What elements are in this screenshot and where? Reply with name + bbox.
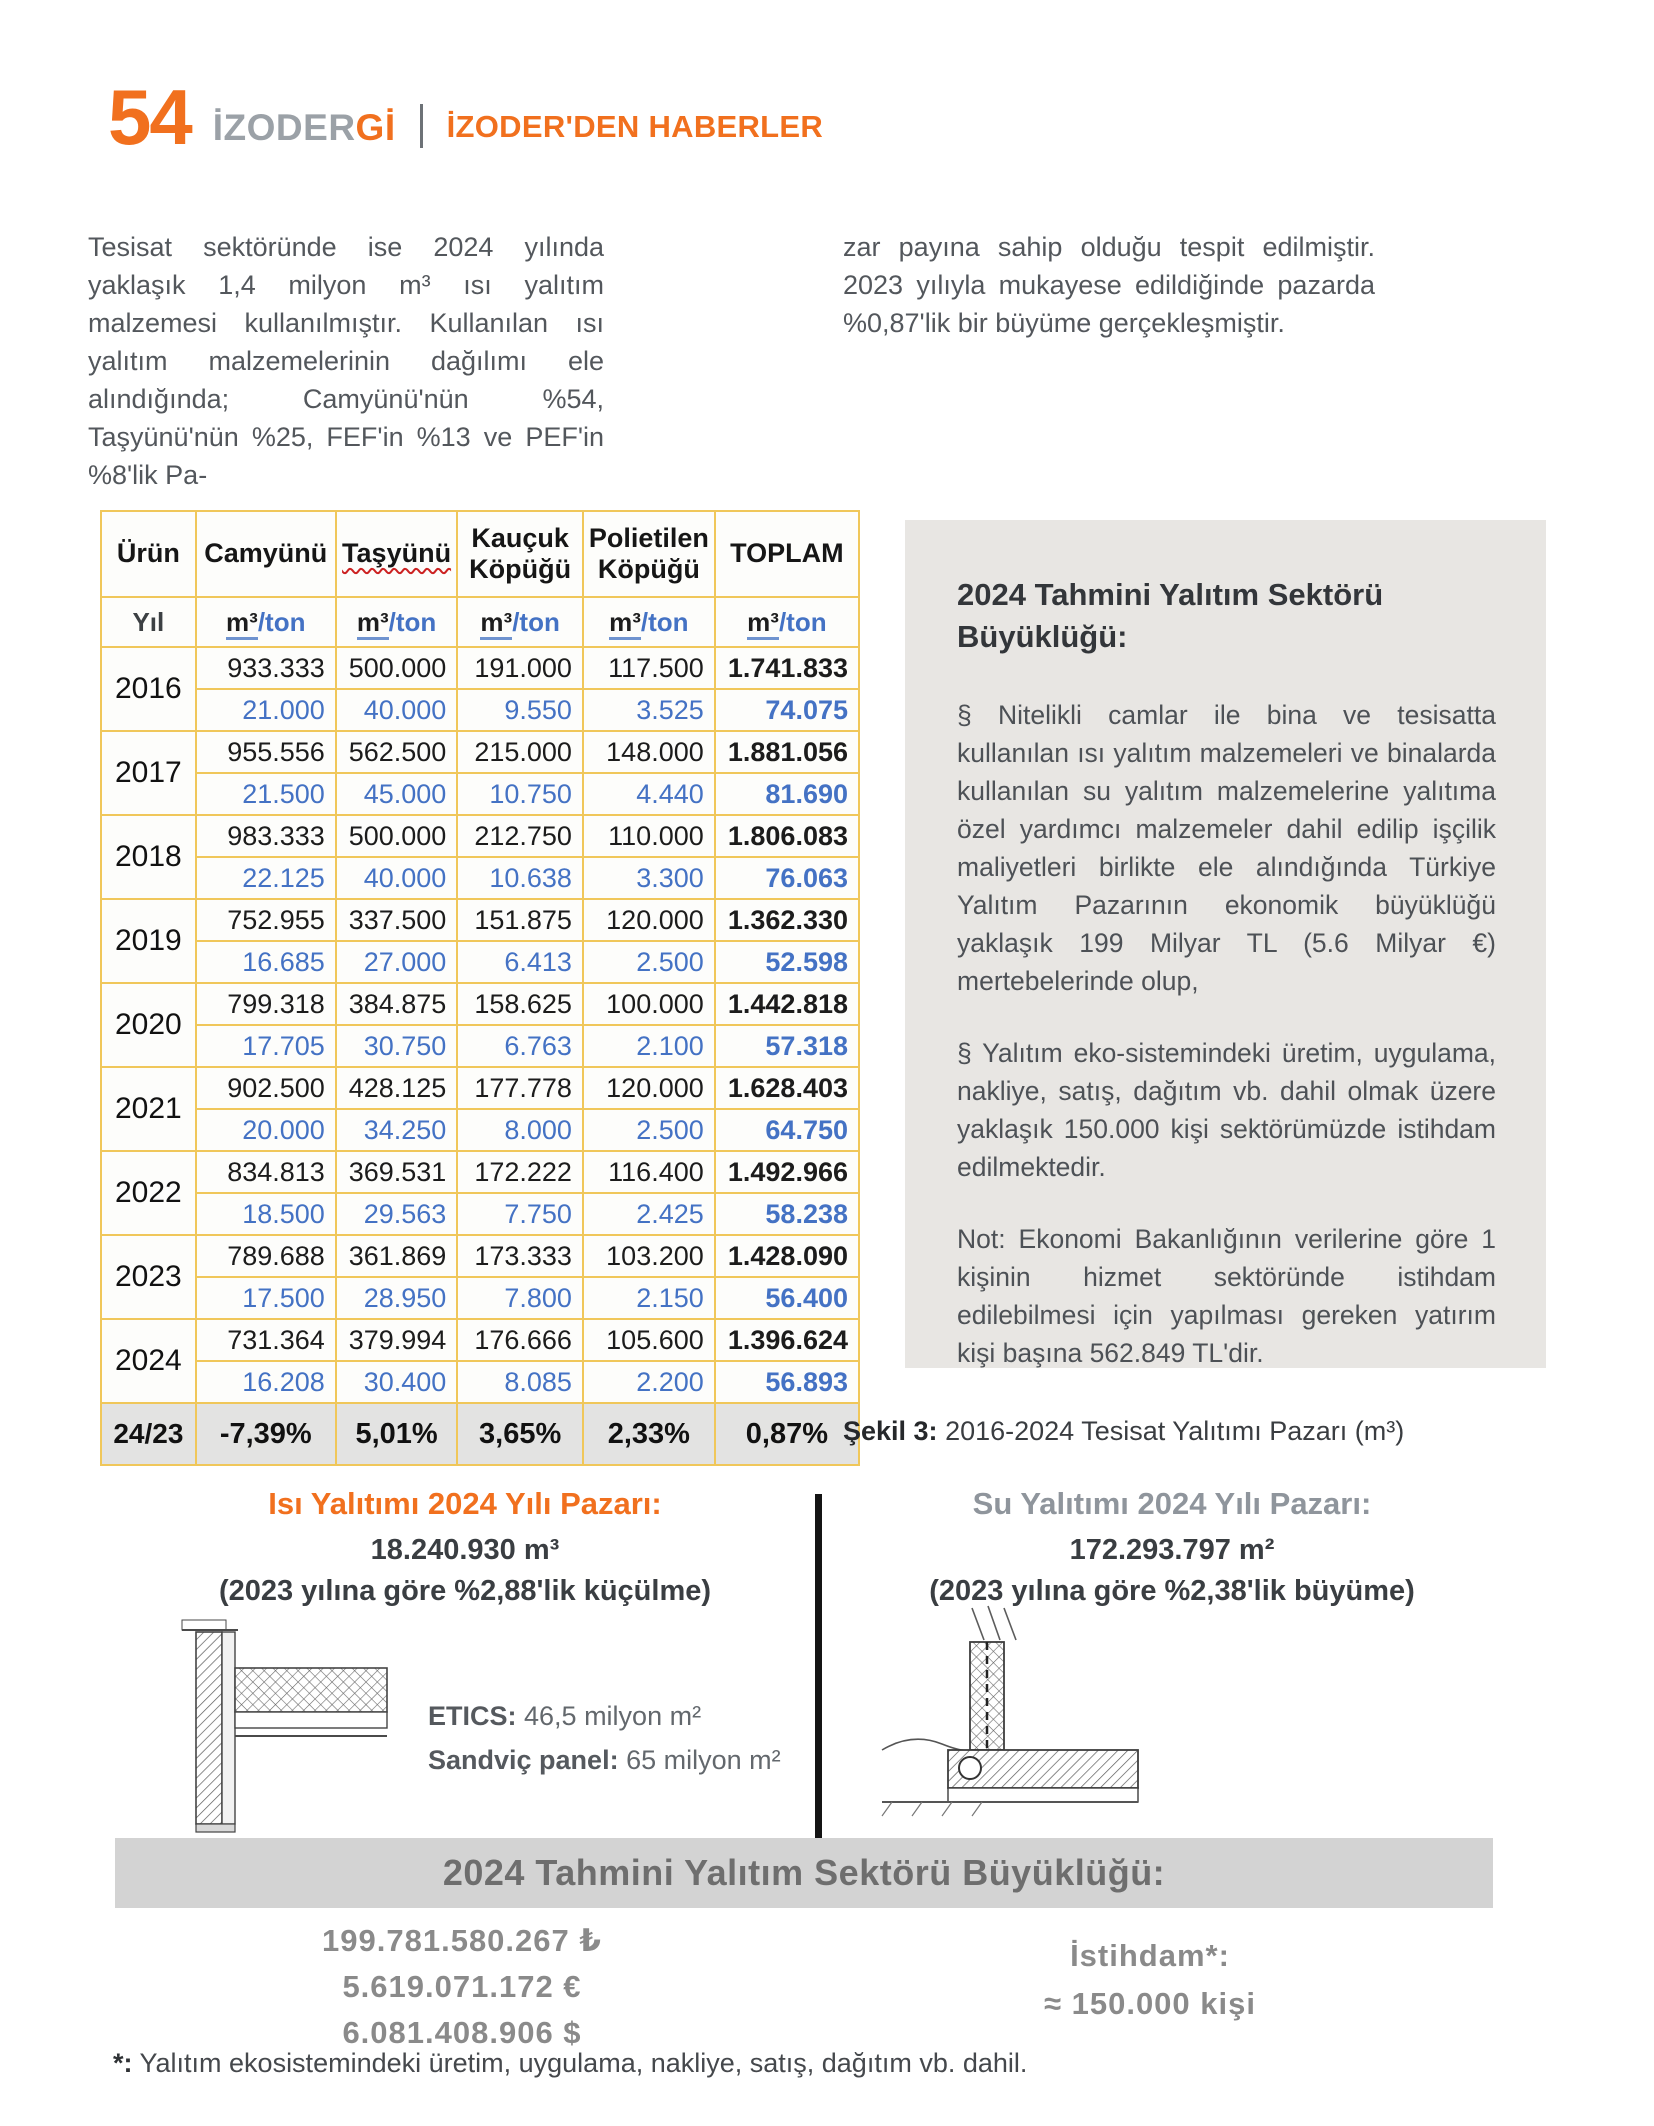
col-header-toplam: TOPLAM	[715, 511, 859, 597]
col-header-polietilen: Polietilen Köpüğü	[583, 511, 715, 597]
sector-size-banner	[115, 1838, 1493, 1908]
ton-value-cell: 21.000	[196, 689, 336, 731]
ton-value-cell: 2.100	[583, 1025, 715, 1067]
figure-caption-text: 2016-2024 Tesisat Yalıtımı Pazarı (m³)	[937, 1416, 1405, 1446]
ton-value-cell: 40.000	[336, 689, 458, 731]
change-row	[101, 1403, 859, 1465]
ton-value-cell: 17.500	[196, 1277, 336, 1319]
m3-value-cell: 789.688	[196, 1235, 336, 1277]
sidebar-paragraph: § Yalıtım eko-sistemindeki üretim, uygulama, nakliye, satış, dağıtım vb. dahil olmak üzere yaklaşık 150.000 kişi sektörümüzde istihdam edilmektedir.	[957, 1038, 1496, 1182]
m3-value-cell: 384.875	[336, 983, 458, 1025]
magazine-title	[212, 106, 396, 150]
employment-label: İstihdam*:	[1070, 1938, 1230, 1973]
heat-market-note: (2023 yılına göre %2,88'lik küçülme)	[218, 1575, 712, 1607]
m3-value-cell: 120.000	[583, 1067, 715, 1109]
ton-value-cell: 4.440	[583, 773, 715, 815]
ton-value-cell: 45.000	[336, 773, 458, 815]
ton-value-cell: 2.200	[583, 1361, 715, 1403]
ton-value-cell: 8.000	[457, 1109, 583, 1151]
change-value-cell: 5,01%	[336, 1403, 458, 1465]
table-row	[101, 1319, 859, 1361]
ton-value-cell: 18.500	[196, 1193, 336, 1235]
m3-value-cell: 120.000	[583, 899, 715, 941]
m3-value-cell: 500.000	[336, 647, 458, 689]
unit-cell: m³/ton	[583, 597, 715, 647]
ton-value-cell: 7.800	[457, 1277, 583, 1319]
table-row	[101, 689, 859, 731]
year-cell: 2022	[101, 1151, 196, 1235]
m3-value-cell: 215.000	[457, 731, 583, 773]
ton-value-cell: 7.750	[457, 1193, 583, 1235]
m3-value-cell: 191.000	[457, 647, 583, 689]
m3-value-cell: 933.333	[196, 647, 336, 689]
section-title: İZODER'DEN HABERLER	[446, 108, 824, 144]
ton-value-cell: 40.000	[336, 857, 458, 899]
m3-value-cell: 1.741.833	[715, 647, 859, 689]
m3-value-cell: 173.333	[457, 1235, 583, 1277]
m3-value-cell: 955.556	[196, 731, 336, 773]
year-cell: 2020	[101, 983, 196, 1067]
intro-paragraph-right: zar payına sahip olduğu tespit edilmiştir. 2023 yılıyla mukayese edildiğinde pazarda %0,87'lik bir büyüme gerçekleşmiştir.	[843, 232, 1375, 338]
table-header-row	[101, 511, 859, 597]
ton-value-cell: 27.000	[336, 941, 458, 983]
ton-value-cell: 34.250	[336, 1109, 458, 1151]
figure-caption	[843, 1416, 1404, 1447]
table-row	[101, 983, 859, 1025]
m3-value-cell: 158.625	[457, 983, 583, 1025]
year-cell: 2019	[101, 899, 196, 983]
m3-value-cell: 177.778	[457, 1067, 583, 1109]
ton-value-cell: 16.208	[196, 1361, 336, 1403]
tasyunu-label: Taşyünü	[342, 538, 452, 569]
ton-value-cell: 29.563	[336, 1193, 458, 1235]
m3-value-cell: 105.600	[583, 1319, 715, 1361]
m3-value-cell: 379.994	[336, 1319, 458, 1361]
m3-value-cell: 500.000	[336, 815, 458, 857]
m3-value-cell: 148.000	[583, 731, 715, 773]
m3-value-cell: 337.500	[336, 899, 458, 941]
table-row	[101, 1235, 859, 1277]
ton-value-cell: 3.525	[583, 689, 715, 731]
m3-value-cell: 983.333	[196, 815, 336, 857]
ton-value-cell: 9.550	[457, 689, 583, 731]
figure-caption-label: Şekil 3:	[843, 1416, 938, 1446]
m3-value-cell: 172.222	[457, 1151, 583, 1193]
magazine-name-suffix: Gİ	[355, 106, 396, 148]
m3-value-cell: 1.881.056	[715, 731, 859, 773]
col-header-kaucuk: Kauçuk Köpüğü	[457, 511, 583, 597]
year-cell: 2023	[101, 1235, 196, 1319]
water-market-note: (2023 yılına göre %2,38'lik büyüme)	[929, 1575, 1415, 1607]
etics-label: ETICS:	[428, 1701, 517, 1731]
ton-value-cell: 76.063	[715, 857, 859, 899]
amount-usd: 6.081.408.906 $	[342, 2015, 582, 2050]
year-cell: 2018	[101, 815, 196, 899]
m3-value-cell: 1.492.966	[715, 1151, 859, 1193]
m3-value-cell: 100.000	[583, 983, 715, 1025]
employment-value: ≈ 150.000 kişi	[1043, 1986, 1256, 2021]
unit-cell: m³/ton	[336, 597, 458, 647]
table-row	[101, 899, 859, 941]
m3-value-cell: 369.531	[336, 1151, 458, 1193]
ton-value-cell: 22.125	[196, 857, 336, 899]
ton-value-cell: 81.690	[715, 773, 859, 815]
ton-value-cell: 2.500	[583, 1109, 715, 1151]
year-cell: 2016	[101, 647, 196, 731]
masthead-divider	[420, 104, 423, 148]
year-cell: 2017	[101, 731, 196, 815]
ton-value-cell: 20.000	[196, 1109, 336, 1151]
sidebar-paragraph: Not: Ekonomi Bakanlığının verilerine göre 1 kişinin hizmet sektöründe istihdam edilebilmesi için yapılması gereken yatırım kişi başına 562.849 TL'dir.	[957, 1224, 1496, 1368]
col-header-camyunu: Camyünü	[196, 511, 336, 597]
col-header-tasyunu	[336, 511, 458, 597]
table-row	[101, 1025, 859, 1067]
ton-value-cell: 2.425	[583, 1193, 715, 1235]
market-table	[100, 510, 860, 1466]
amount-try: 199.781.580.267 ₺	[322, 1923, 602, 1958]
m3-value-cell: 116.400	[583, 1151, 715, 1193]
ton-value-cell: 6.413	[457, 941, 583, 983]
waterproofing-detail-drawing	[852, 1600, 1162, 1840]
ton-value-cell: 57.318	[715, 1025, 859, 1067]
m3-value-cell: 1.628.403	[715, 1067, 859, 1109]
m3-value-cell: 752.955	[196, 899, 336, 941]
employment-block	[955, 1932, 1345, 2028]
m3-value-cell: 1.806.083	[715, 815, 859, 857]
col-header-product: Ürün	[101, 511, 196, 597]
ton-value-cell: 64.750	[715, 1109, 859, 1151]
sidebar-paragraph: § Nitelikli camlar ile bina ve tesisatta kullanılan ısı yalıtım malzemeleri ve binalarda kullanılan su yalıtım malzemelerine yalıtıma özel yardımcı malzemeler dahil edilip işçilik maliyetleri birlikte ele alındığında Türkiye Yalıtım Pazarının ekonomik büyüklüğü yaklaşık 199 Milyar TL (5.6 Milyar €) mertebelerinde olup,	[957, 700, 1496, 996]
change-value-cell: -7,39%	[196, 1403, 336, 1465]
ton-value-cell: 2.150	[583, 1277, 715, 1319]
m3-value-cell: 902.500	[196, 1067, 336, 1109]
sandwich-panel-line	[428, 1738, 781, 1782]
footnote-marker: *:	[113, 2048, 133, 2078]
m3-value-cell: 361.869	[336, 1235, 458, 1277]
change-value-cell: 2,33%	[583, 1403, 715, 1465]
table-unit-row	[101, 597, 859, 647]
ton-value-cell: 10.638	[457, 857, 583, 899]
change-value-cell: 3,65%	[457, 1403, 583, 1465]
magazine-name: İZODER	[212, 106, 356, 148]
ton-value-cell: 16.685	[196, 941, 336, 983]
sector-size-amounts	[222, 1918, 702, 2056]
table-row	[101, 731, 859, 773]
ton-value-cell: 56.400	[715, 1277, 859, 1319]
table-row	[101, 1151, 859, 1193]
ton-value-cell: 58.238	[715, 1193, 859, 1235]
m3-value-cell: 1.442.818	[715, 983, 859, 1025]
m3-value-cell: 799.318	[196, 983, 336, 1025]
etics-line	[428, 1694, 781, 1738]
m3-value-cell: 103.200	[583, 1235, 715, 1277]
thermal-insulation-detail-drawing	[168, 1608, 418, 1841]
table-row	[101, 1067, 859, 1109]
ton-value-cell: 21.500	[196, 773, 336, 815]
table-row	[101, 815, 859, 857]
unit-cell: m³/ton	[196, 597, 336, 647]
table-row	[101, 1109, 859, 1151]
unit-row-label: Yıl	[101, 597, 196, 647]
m3-value-cell: 1.362.330	[715, 899, 859, 941]
ton-value-cell: 6.763	[457, 1025, 583, 1067]
sandwich-panel-value: 65 milyon m²	[618, 1745, 781, 1775]
water-market-title: Su Yalıtımı 2024 Yılı Pazarı:	[972, 1486, 1372, 1521]
water-insulation-market-block	[848, 1486, 1496, 1608]
table-row	[101, 773, 859, 815]
sidebar-title: 2024 Tahmini Yalıtım Sektörü Büyüklüğü:	[957, 577, 1384, 654]
m3-value-cell: 117.500	[583, 647, 715, 689]
change-value-cell: 0,87%	[715, 1403, 859, 1465]
year-cell: 2021	[101, 1067, 196, 1151]
ton-value-cell: 74.075	[715, 689, 859, 731]
footnote	[113, 2048, 1027, 2079]
m3-value-cell: 562.500	[336, 731, 458, 773]
m3-value-cell: 1.428.090	[715, 1235, 859, 1277]
market-table-container	[100, 510, 860, 1466]
table-row	[101, 941, 859, 983]
sector-size-banner-title: 2024 Tahmini Yalıtım Sektörü Büyüklüğü:	[442, 1852, 1166, 1893]
m3-value-cell: 731.364	[196, 1319, 336, 1361]
year-cell: 2024	[101, 1319, 196, 1403]
table-row	[101, 857, 859, 899]
m3-value-cell: 834.813	[196, 1151, 336, 1193]
table-row	[101, 647, 859, 689]
sandwich-panel-label: Sandviç panel:	[428, 1745, 619, 1775]
heat-insulation-market-block	[118, 1486, 812, 1608]
intro-paragraph-left: Tesisat sektöründe ise 2024 yılında yaklaşık 1,4 milyon m³ ısı yalıtım malzemesi kullanılmıştır. Kullanılan ısı yalıtım malzemelerinin dağılımı ele alındığında; Camyünü'nün %54, Taşyünü'nün %25, FEF'in %13 ve PEF'in %8'lik Pa-	[88, 232, 604, 490]
masthead	[108, 73, 824, 161]
m3-value-cell: 428.125	[336, 1067, 458, 1109]
unit-cell: m³/ton	[715, 597, 859, 647]
heat-market-breakdown	[428, 1694, 781, 1782]
ton-value-cell: 28.950	[336, 1277, 458, 1319]
m3-value-cell: 151.875	[457, 899, 583, 941]
m3-value-cell: 1.396.624	[715, 1319, 859, 1361]
table-row	[101, 1277, 859, 1319]
ton-value-cell: 56.893	[715, 1361, 859, 1403]
change-row-label: 24/23	[101, 1403, 196, 1465]
heat-market-value: 18.240.930 m³	[370, 1534, 560, 1566]
ton-value-cell: 30.400	[336, 1361, 458, 1403]
market-table-body	[101, 647, 859, 1465]
table-row	[101, 1193, 859, 1235]
water-market-value: 172.293.797 m²	[1069, 1534, 1275, 1566]
page-number: 54	[108, 73, 191, 161]
heat-market-title: Isı Yalıtımı 2024 Yılı Pazarı:	[268, 1486, 662, 1521]
footnote-text: Yalıtım ekosistemindeki üretim, uygulama, nakliye, satış, dağıtım vb. dahil.	[132, 2048, 1028, 2078]
ton-value-cell: 17.705	[196, 1025, 336, 1067]
table-row	[101, 1361, 859, 1403]
etics-value: 46,5 milyon m²	[516, 1701, 702, 1731]
m3-value-cell: 212.750	[457, 815, 583, 857]
sector-size-sidebar	[905, 520, 1546, 1368]
amount-eur: 5.619.071.172 €	[342, 1969, 582, 2004]
ton-value-cell: 2.500	[583, 941, 715, 983]
vertical-divider	[815, 1494, 822, 1838]
ton-value-cell: 30.750	[336, 1025, 458, 1067]
m3-value-cell: 176.666	[457, 1319, 583, 1361]
m3-value-cell: 110.000	[583, 815, 715, 857]
ton-value-cell: 52.598	[715, 941, 859, 983]
ton-value-cell: 8.085	[457, 1361, 583, 1403]
ton-value-cell: 3.300	[583, 857, 715, 899]
unit-cell: m³/ton	[457, 597, 583, 647]
ton-value-cell: 10.750	[457, 773, 583, 815]
